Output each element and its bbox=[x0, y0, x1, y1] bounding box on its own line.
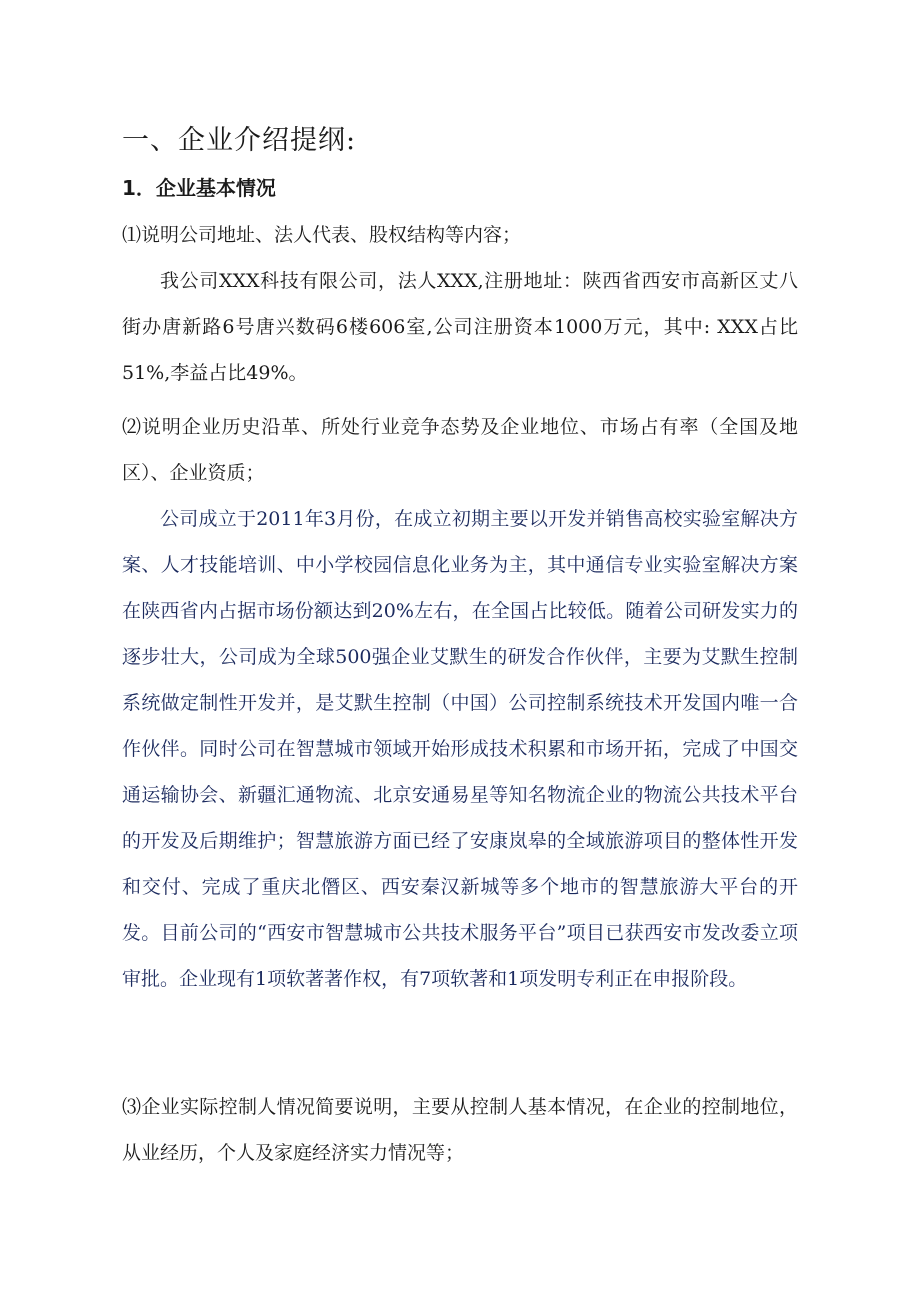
section-title: 1．企业基本情况 bbox=[122, 176, 276, 200]
item2-prompt: ⑵说明企业历史沿革、所处行业竞争态势及企业地位、市场占有率（全国及地区）、企业资质； bbox=[122, 416, 798, 484]
document-heading: 一、企业介绍提纲: bbox=[122, 125, 357, 156]
item1-prompt: ⑴说明公司地址、法人代表、股权结构等内容； bbox=[122, 224, 522, 246]
item3-prompt: ⑶企业实际控制人情况简要说明，主要从控制人基本情况，在企业的控制地位，从业经历，个人及家庭经济实力情况等； bbox=[122, 1096, 798, 1164]
item2-body: 公司成立于2011年3月份，在成立初期主要以开发并销售高校实验室解决方案、人才技能培训、中小学校园信息化业务为主，其中通信专业实验室解决方案在陕西省内占据市场份额达到20%左右，在全国占比较低。随着公司研发实力的逐步壮大，公司成为全球500强企业艾默生的研发合作伙伴，主要为艾默生控制系统做定制性开发并，是艾默生控制（中国）公司控制系统技术开发国内唯一合作伙伴。同时公司在智慧城市领域开始形成技术积累和市场开拓，完成了中国交通运输协会、新疆汇通物流、北京安通易星等知名物流企业的物流公共技术平台的开发及后期维护；智慧旅游方面已经了安康岚皋的全域旅游项目的整体性开发和交付、完成了重庆北僭区、西安秦汉新城等多个地市的智慧旅游大平台的开发。目前公司的“西安市智慧城市公共技术服务平台”项目已获西安市发改委立项审批。企业现有1项软著著作权，有7项软著和1项发明专利正在申报阶段。 bbox=[122, 508, 798, 990]
item1-body: 我公司XXX科技有限公司，法人XXX,注册地址：陕西省西安市高新区丈八街办唐新路6号唐兴数码6楼606室,公司注册资本1000万元，其中: XXX占比51%,李益占比49%。 bbox=[122, 270, 798, 384]
